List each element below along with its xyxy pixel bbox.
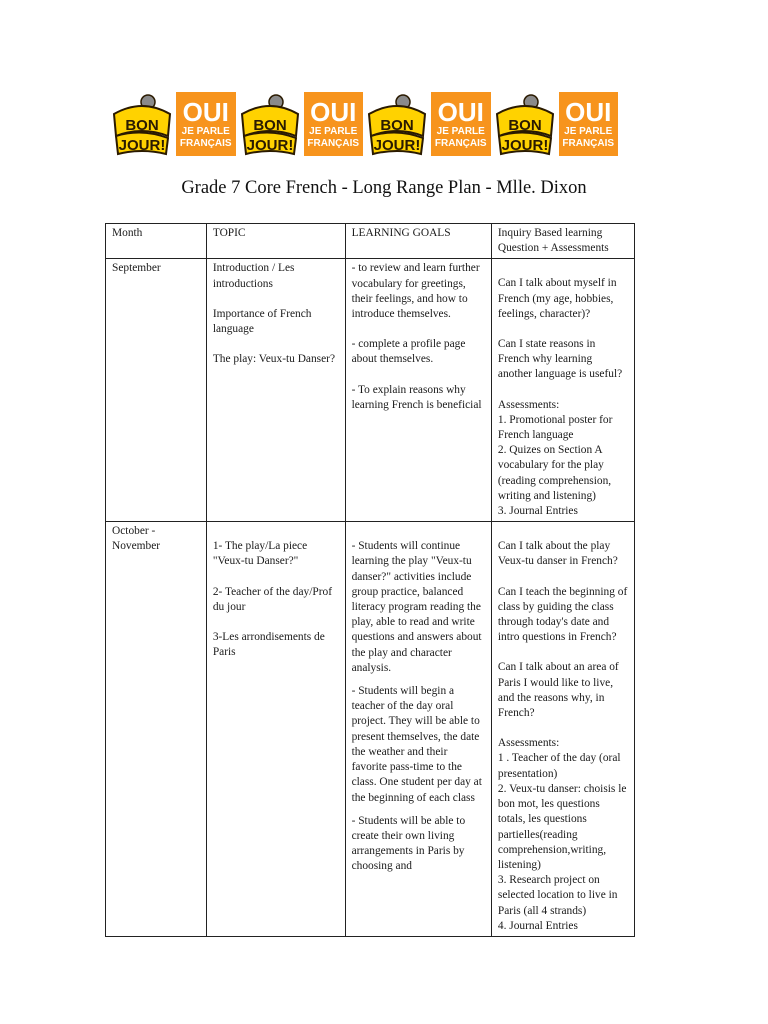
svg-text:JOUR!: JOUR! [118, 137, 166, 154]
inquiry-question: Can I state reasons in French why learning another language is useful? [497, 338, 623, 381]
oui-line2: FRANÇAIS [562, 138, 615, 149]
svg-text:JOUR!: JOUR! [501, 137, 548, 154]
inquiry-question: Can I talk about the play Veux-tu danser in French? [497, 540, 618, 568]
oui-line1: JE PARLE [436, 126, 485, 137]
svg-text:BON: BON [380, 117, 414, 134]
month-cell [106, 259, 207, 522]
goal-item: - Students will begin a teacher of the day oral project. They will be able to present themselves, the date the weather and their favorite pass-time to the class. One student per day at the beginning of each class [351, 685, 482, 804]
bonjour-character-icon [493, 92, 557, 158]
assessment-item: 2. Quizes on Section A vocabulary for the play (reading comprehension, writing and listening) [497, 444, 612, 502]
bonjour-character-icon [238, 92, 302, 158]
inquiry-question: Can I talk about an area of Paris I would like to live, and the reasons why, in French? [497, 661, 619, 720]
header-banner [110, 92, 620, 158]
oui-line1: JE PARLE [564, 126, 613, 137]
assessment-item: 2. Veux-tu danser: choisis le bon mot, les questions totals, les questions partielles(reading comprehension,writing, listening) [497, 782, 627, 871]
long-range-plan-table [105, 223, 635, 937]
goal-item: - Students will continue learning the play "Veux-tu danser?" activities include group practice, balanced literacy program reading the play, able to read and write questions and answers about the play and character analysis. [351, 540, 482, 674]
goal-item: - Students will be able to create their own living arrangements in Paris by choosing and [351, 814, 466, 873]
bonjour-character-icon [110, 92, 174, 158]
goal-item: - To explain reasons why learning French is beneficial [351, 383, 482, 411]
goal-item: - complete a profile page about themselves. [351, 338, 466, 366]
oui-label: OUI [182, 97, 229, 127]
goal-item: - to review and learn further vocabulary for greetings, their feelings, and how to introduce themselves. [351, 262, 480, 321]
header-topic: TOPIC [206, 224, 345, 259]
goals-cell [345, 522, 491, 937]
goals-cell [345, 259, 491, 522]
table-row [106, 259, 635, 522]
assessment-item: 1. Promotional poster for French language [497, 413, 613, 442]
oui-logo [176, 92, 236, 156]
oui-line1: JE PARLE [181, 126, 230, 137]
table-header-row [106, 224, 635, 259]
topic-item: 2- Teacher of the day/Prof du jour [212, 585, 332, 613]
month-label: October - November [112, 525, 161, 553]
svg-text:BON: BON [252, 117, 287, 134]
bonjour-logo [238, 92, 302, 158]
svg-text:BON: BON [125, 117, 159, 134]
bonjour-logo [110, 92, 174, 158]
table-row [106, 522, 635, 937]
oui-line1: JE PARLE [309, 126, 358, 137]
topic-cell [206, 522, 345, 937]
topic-item: 1- The play/La piece "Veux-tu Danser?" [212, 540, 308, 568]
assessment-item: 3. Research project on selected location to live in Paris (all 4 strands) [497, 874, 618, 917]
oui-line2: FRANÇAIS [307, 138, 360, 149]
header-inquiry: Inquiry Based learning Question + Assessments [491, 224, 634, 259]
oui-logo [431, 92, 491, 156]
assessments-label: Assessments: [497, 737, 560, 750]
inquiry-question: Can I talk about myself in French (my age, hobbies, feelings, character)? [497, 277, 617, 320]
bonjour-logo [365, 92, 429, 158]
oui-label: OUI [310, 97, 357, 127]
oui-line2: FRANÇAIS [179, 138, 232, 149]
svg-text:JOUR!: JOUR! [373, 137, 421, 154]
topic-item: The play: Veux-tu Danser? [212, 353, 336, 366]
oui-label: OUI [565, 97, 612, 127]
svg-text:BON: BON [507, 117, 542, 134]
assessment-item: 1 . Teacher of the day (oral presentation) [497, 752, 621, 780]
topic-item: 3-Les arrondisements de Paris [212, 631, 325, 659]
oui-logo [559, 92, 619, 156]
oui-label: OUI [437, 97, 484, 127]
assessments-label: Assessments: [497, 398, 560, 411]
inquiry-cell [491, 522, 634, 937]
inquiry-question: Can I teach the beginning of class by guiding the class through today's date and intro questions in French? [497, 585, 628, 644]
bonjour-logo [493, 92, 557, 158]
header-month: Month [106, 224, 207, 259]
bonjour-character-icon [365, 92, 429, 158]
topic-item: Introduction / Les introductions [212, 262, 295, 290]
document-title: Grade 7 Core French - Long Range Plan - Mlle. Dixon [181, 178, 587, 198]
inquiry-cell [491, 259, 634, 522]
assessment-item: 4. Journal Entries [497, 919, 578, 932]
month-label: September [112, 262, 161, 275]
month-cell [106, 522, 207, 937]
header-learning-goals: LEARNING GOALS [345, 224, 491, 259]
assessment-item: 3. Journal Entries [497, 505, 578, 518]
topic-cell [206, 259, 345, 522]
topic-item: Importance of French language [212, 307, 312, 336]
oui-line2: FRANÇAIS [434, 138, 487, 149]
svg-text:JOUR!: JOUR! [246, 137, 293, 154]
oui-logo [304, 92, 364, 156]
